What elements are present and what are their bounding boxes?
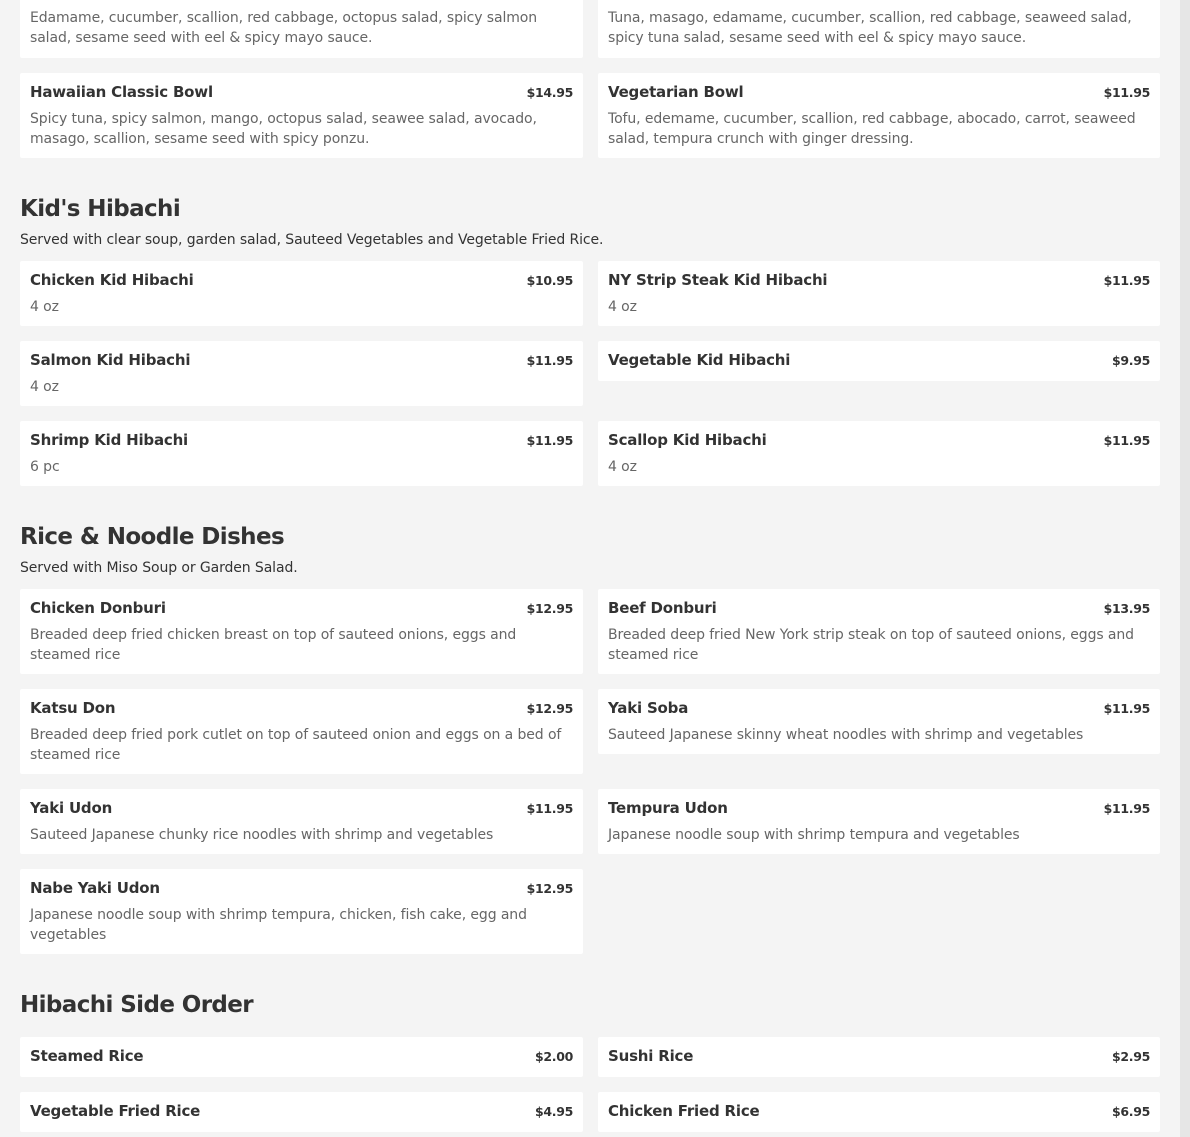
section-title: Rice & Noodle Dishes [20, 524, 285, 550]
item-price: $11.95 [526, 433, 573, 448]
item-name: Chicken Kid Hibachi [30, 271, 194, 289]
menu-item-card[interactable] [598, 0, 1160, 58]
item-price: $11.95 [1103, 801, 1150, 816]
item-name: Vegetable Fried Rice [30, 1102, 201, 1120]
menu-item-card[interactable] [598, 789, 1160, 854]
item-description: Sauteed Japanese chunky rice noodles with shrimp and vegetables [30, 827, 494, 843]
item-name: Scallop Kid Hibachi [608, 431, 767, 449]
item-description: Japanese noodle soup with shrimp tempura and vegetables [608, 827, 1020, 843]
menu-item-card[interactable] [20, 869, 583, 954]
scrollbar-thumb[interactable] [1180, 0, 1190, 1137]
item-price: $13.95 [1103, 601, 1150, 616]
item-description: 4 oz [30, 379, 59, 395]
section-title: Kid's Hibachi [20, 196, 181, 222]
item-name: Vegetable Kid Hibachi [608, 351, 791, 369]
menu-item-card[interactable] [20, 789, 583, 854]
item-name: Yaki Soba [608, 699, 689, 717]
item-description: 6 pc [30, 459, 60, 475]
item-name: Salmon Kid Hibachi [30, 351, 191, 369]
item-description: Edamame, cucumber, scallion, red cabbage, octopus salad, spicy salmon salad, sesame seed with eel & spicy mayo sauce. [30, 10, 538, 46]
item-price: $12.95 [526, 701, 573, 716]
item-description: Sauteed Japanese skinny wheat noodles with shrimp and vegetables [608, 727, 1084, 743]
item-price: $12.95 [526, 601, 573, 616]
section-title: Hibachi Side Order [20, 992, 254, 1018]
menu-item-card[interactable] [598, 1092, 1160, 1132]
item-description: Breaded deep fried chicken breast on top of sauteed onions, eggs and steamed rice [30, 627, 517, 663]
item-price: $2.00 [534, 1049, 573, 1064]
menu-item-card[interactable] [598, 73, 1160, 158]
menu-item-card[interactable] [598, 689, 1160, 754]
item-name: Katsu Don [30, 699, 116, 717]
item-price: $10.95 [526, 273, 573, 288]
item-description: 4 oz [608, 299, 637, 315]
section-subtitle: Served with Miso Soup or Garden Salad. [20, 560, 298, 576]
menu-item-card[interactable] [598, 341, 1160, 381]
menu-item-card[interactable] [20, 73, 583, 158]
item-name: NY Strip Steak Kid Hibachi [608, 271, 828, 289]
section-subtitle: Served with clear soup, garden salad, Sauteed Vegetables and Vegetable Fried Rice. [20, 232, 604, 248]
menu-item-card[interactable] [598, 589, 1160, 674]
item-name: Chicken Donburi [30, 599, 166, 617]
item-price: $9.95 [1111, 353, 1150, 368]
item-description: Breaded deep fried New York strip steak on top of sauteed onions, eggs and steamed rice [608, 627, 1134, 663]
item-name: Vegetarian Bowl [608, 83, 744, 101]
item-description: Tofu, edemame, cucumber, scallion, red cabbage, abocado, carrot, seaweed salad, tempura crunch with ginger dressing. [608, 111, 1136, 147]
menu-item-card[interactable] [20, 1037, 583, 1077]
item-name: Yaki Udon [30, 799, 113, 817]
item-description: Breaded deep fried pork cutlet on top of sauteed onion and eggs on a bed of steamed rice [30, 727, 562, 763]
item-price: $2.95 [1111, 1049, 1150, 1064]
menu-item-card[interactable] [20, 421, 583, 486]
item-description: Spicy tuna, spicy salmon, mango, octopus salad, seawee salad, avocado, masago, scallion, sesame seed with spicy ponzu. [30, 111, 537, 147]
menu-item-card[interactable] [598, 1037, 1160, 1077]
menu-item-card[interactable] [20, 689, 583, 774]
item-price: $11.95 [1103, 701, 1150, 716]
item-price: $11.95 [526, 353, 573, 368]
menu-item-card[interactable] [20, 341, 583, 406]
item-price: $11.95 [1103, 273, 1150, 288]
item-description: Tuna, masago, edamame, cucumber, scallion, red cabbage, seaweed salad, spicy tuna salad, sesame seed with eel & spicy mayo sauce. [608, 10, 1132, 46]
item-name: Sushi Rice [608, 1047, 694, 1065]
item-price: $11.95 [1103, 433, 1150, 448]
item-price: $11.95 [1103, 85, 1150, 100]
item-description: 4 oz [30, 299, 59, 315]
item-name: Hawaiian Classic Bowl [30, 83, 213, 101]
item-name: Nabe Yaki Udon [30, 879, 160, 897]
menu-item-card[interactable] [20, 0, 583, 58]
item-price: $11.95 [526, 801, 573, 816]
menu-item-card[interactable] [598, 261, 1160, 326]
menu-item-card[interactable] [20, 1092, 583, 1132]
item-price: $12.95 [526, 881, 573, 896]
item-name: Shrimp Kid Hibachi [30, 431, 189, 449]
item-price: $4.95 [534, 1104, 573, 1119]
menu-item-card[interactable] [20, 261, 583, 326]
item-name: Chicken Fried Rice [608, 1102, 760, 1120]
item-name: Steamed Rice [30, 1047, 144, 1065]
item-name: Tempura Udon [608, 799, 728, 817]
menu-item-card[interactable] [598, 421, 1160, 486]
scrollbar-track[interactable] [1180, 0, 1190, 1137]
item-price: $14.95 [526, 85, 573, 100]
item-description: Japanese noodle soup with shrimp tempura, chicken, fish cake, egg and vegetables [30, 907, 527, 943]
item-price: $6.95 [1111, 1104, 1150, 1119]
item-name: Beef Donburi [608, 599, 717, 617]
menu-item-card[interactable] [20, 589, 583, 674]
item-description: 4 oz [608, 459, 637, 475]
